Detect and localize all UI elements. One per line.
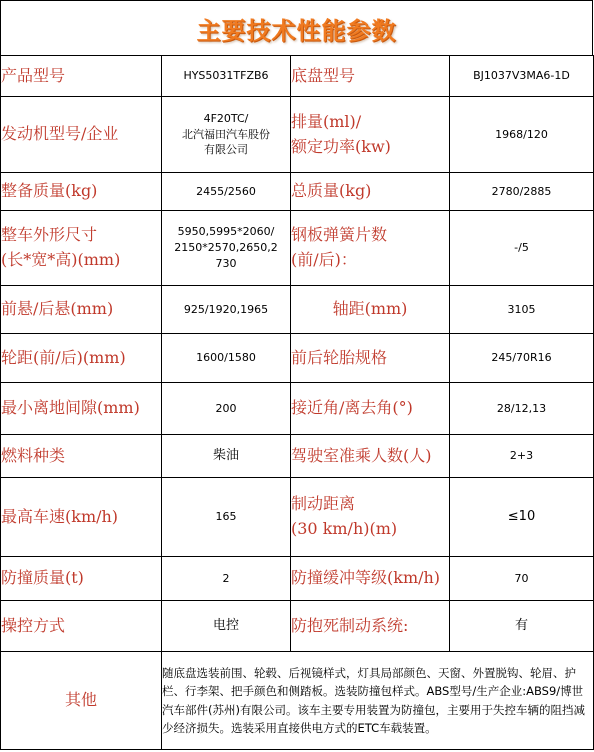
value-text: 925/1920,1965 xyxy=(183,302,269,316)
label-text: 发动机型号/企业 xyxy=(1,124,119,144)
spec-label xyxy=(291,435,450,478)
label-text: 整备质量(kg) xyxy=(1,181,98,201)
label-text: 钢板弹簧片数 xyxy=(291,225,388,245)
spec-label xyxy=(1,173,162,211)
spec-value xyxy=(162,435,291,478)
value-text: 730 xyxy=(215,256,237,270)
value-text: ≤10 xyxy=(507,508,536,524)
spec-value xyxy=(450,334,594,383)
spec-label xyxy=(291,601,450,652)
label-text: (长*宽*高)(mm) xyxy=(1,250,121,269)
spec-label xyxy=(1,334,162,383)
label-text: 轮距(前/后)(mm) xyxy=(1,347,126,367)
spec-value xyxy=(162,478,291,557)
value-text: 200 xyxy=(215,401,237,415)
spec-value xyxy=(450,286,594,334)
spec-label xyxy=(291,56,450,97)
label-text: 其他 xyxy=(64,690,97,710)
table-row-other xyxy=(1,652,594,750)
value-text: 1968/120 xyxy=(495,127,548,141)
value-text: 2 xyxy=(222,571,230,585)
table-row xyxy=(1,97,594,173)
spec-value xyxy=(162,97,291,173)
value-text: 北汽福田汽车股份 xyxy=(182,127,270,141)
spec-label xyxy=(291,478,450,557)
label-text: 防抱死制动系统: xyxy=(291,615,409,635)
label-text: 排量(ml)/ xyxy=(291,111,362,131)
label-text: 额定功率(kw) xyxy=(291,136,391,156)
spec-value xyxy=(162,383,291,435)
label-text: 最高车速(km/h) xyxy=(1,506,119,526)
label-text: (30 km/h)(m) xyxy=(291,519,398,538)
value-text: 有 xyxy=(514,617,528,633)
other-label xyxy=(1,652,162,750)
spec-label xyxy=(1,56,162,97)
spec-label xyxy=(1,286,162,334)
spec-value xyxy=(450,478,594,557)
spec-label xyxy=(1,97,162,173)
value-text: 5950,5995*2060/ xyxy=(177,225,275,239)
spec-label xyxy=(1,383,162,435)
value-text: 4F20TC/ xyxy=(203,111,249,125)
spec-label xyxy=(1,211,162,286)
spec-label xyxy=(1,435,162,478)
table-row xyxy=(1,286,594,334)
spec-value xyxy=(450,97,594,173)
spec-value xyxy=(450,56,594,97)
value-text: 28/12,13 xyxy=(496,401,547,415)
spec-label xyxy=(291,383,450,435)
label-text: 前后轮胎规格 xyxy=(291,347,388,367)
table-row xyxy=(1,173,594,211)
label-text: 防撞质量(t) xyxy=(1,568,84,588)
page-title: 主要技术性能参数 xyxy=(196,16,397,45)
spec-value xyxy=(450,383,594,435)
label-text: 燃料种类 xyxy=(1,445,66,465)
spec-label xyxy=(291,334,450,383)
value-text: 2780/2885 xyxy=(491,184,552,198)
value-text: 165 xyxy=(215,510,237,524)
spec-label xyxy=(291,211,450,286)
spec-value xyxy=(450,435,594,478)
spec-value xyxy=(162,56,291,97)
spec-value xyxy=(450,557,594,601)
value-text: 有限公司 xyxy=(204,143,248,157)
spec-value xyxy=(162,211,291,286)
table-row xyxy=(1,383,594,435)
spec-value xyxy=(162,334,291,383)
spec-value xyxy=(162,286,291,334)
table-row xyxy=(1,435,594,478)
spec-label xyxy=(291,173,450,211)
value-text: 245/70R16 xyxy=(491,351,552,365)
label-text: 操控方式 xyxy=(1,615,66,635)
spec-label xyxy=(1,557,162,601)
spec-table-body xyxy=(1,56,594,750)
label-text: 底盘型号 xyxy=(291,65,356,85)
value-text: 1600/1580 xyxy=(196,351,256,365)
spec-value xyxy=(450,211,594,286)
spec-label xyxy=(1,478,162,557)
table-row xyxy=(1,601,594,652)
label-text: 整车外形尺寸 xyxy=(1,225,98,245)
table-row xyxy=(1,478,594,557)
value-text: 70 xyxy=(514,571,529,585)
spec-label xyxy=(291,557,450,601)
label-text: 总质量(kg) xyxy=(291,181,372,201)
value-text: 2+3 xyxy=(509,449,534,463)
table-row xyxy=(1,334,594,383)
label-text: 产品型号 xyxy=(1,65,66,85)
label-text: 前悬/后悬(mm) xyxy=(1,299,114,319)
spec-value xyxy=(450,601,594,652)
label-text: 防撞缓冲等级(km/h) xyxy=(291,568,441,588)
value-text: 电控 xyxy=(212,617,239,633)
label-text: 接近角/离去角(°) xyxy=(291,398,413,418)
value-text: 2455/2560 xyxy=(196,184,256,198)
spec-label xyxy=(291,286,450,334)
spec-table xyxy=(0,55,594,750)
value-text: -/5 xyxy=(514,241,529,255)
label-text: 轴距(mm) xyxy=(332,299,408,319)
value-text: HYS5031TFZB6 xyxy=(183,69,269,83)
spec-value xyxy=(450,173,594,211)
notes-text: 随底盘选装前围、轮毂、后视镜样式，灯具局部颜色、天窗、外置脱钩、轮眉、护栏、行李架、把手颜色和侧踏板。选装防撞包样式。ABS型号/生产企业:ABS9/博世汽车部件(苏州)有限公司。该车主要专用装置为防撞包，主要用于失控车辆的阻挡减少经济损失。选装采用直接供电方式的ETC车载装置。 xyxy=(162,665,585,735)
label-text: (前/后)： xyxy=(291,250,357,269)
other-notes xyxy=(162,652,594,750)
title-banner xyxy=(0,0,593,56)
spec-value xyxy=(162,557,291,601)
value-text: 柴油 xyxy=(212,447,239,463)
spec-label xyxy=(291,97,450,173)
value-text: 2150*2570,2650,2 xyxy=(174,241,278,255)
label-text: 制动距离 xyxy=(291,494,356,514)
table-row xyxy=(1,557,594,601)
spec-label xyxy=(1,601,162,652)
spec-value xyxy=(162,601,291,652)
label-text: 驾驶室准乘人数(人) xyxy=(291,445,432,465)
table-row xyxy=(1,56,594,97)
table-row xyxy=(1,211,594,286)
value-text: BJ1037V3MA6-1D xyxy=(473,69,570,83)
value-text: 3105 xyxy=(507,302,536,316)
spec-value xyxy=(162,173,291,211)
label-text: 最小离地间隙(mm) xyxy=(1,398,140,418)
